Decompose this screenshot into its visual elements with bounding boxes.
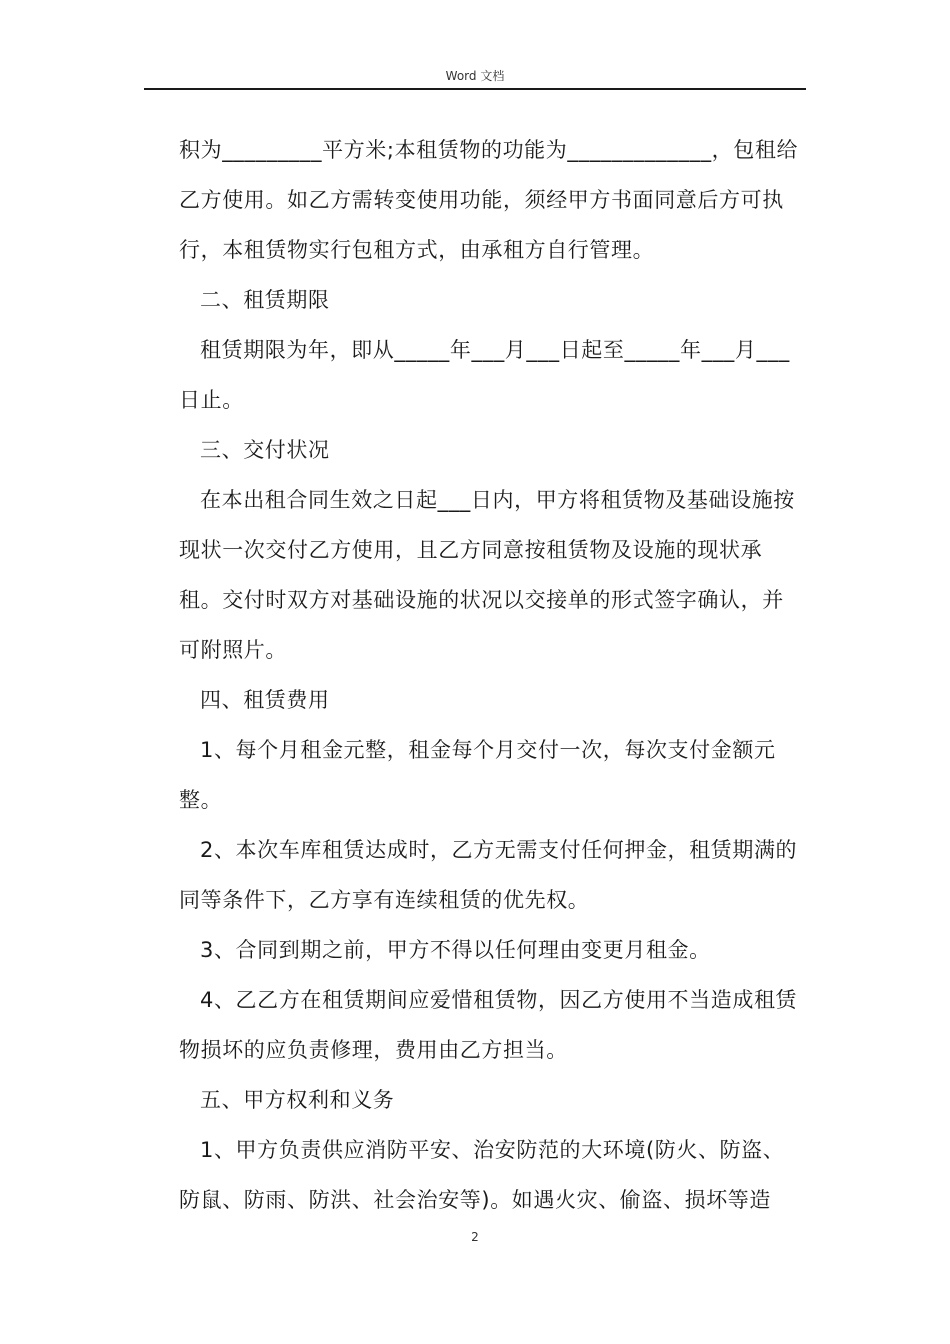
page-header xyxy=(144,64,806,90)
paragraph-fee-1: 1、每个月租金元整，租金每个月交付一次，每次支付金额元整。 xyxy=(179,738,776,812)
page-number: 2 xyxy=(471,1230,479,1244)
paragraph-lease-term: 租赁期限为年，即从_____年___月___日起至_____年___月___日止。 xyxy=(179,338,790,412)
section-heading-fees: 四、租赁费用 xyxy=(200,688,330,712)
paragraph-delivery: 在本出租合同生效之日起___日内，甲方将租赁物及基础设施按现状一次交付乙方使用，且乙方同意按租赁物及设施的现状承租。交付时双方对基础设施的状况以交接单的形式签字确认，并可附照片。 xyxy=(179,488,795,662)
section-heading-delivery: 三、交付状况 xyxy=(200,438,330,462)
section-heading-lease-term: 二、租赁期限 xyxy=(200,288,330,312)
paragraph-continuation: 积为_________平方米;本租赁物的功能为_____________，包租给乙方使用。如乙方需转变使用功能，须经甲方书面同意后方可执行，本租赁物实行包租方式，由承租方自行管理。 xyxy=(179,138,799,262)
paragraph-party-a-1: 1、甲方负责供应消防平安、治安防范的大环境(防火、防盗、防鼠、防雨、防洪、社会治安等)。如遇火灾、偷盗、损坏等造 xyxy=(179,1138,785,1212)
paragraph-fee-4: 4、乙乙方在租赁期间应爱惜租赁物，因乙方使用不当造成租赁物损坏的应负责修理，费用由乙方担当。 xyxy=(179,988,798,1062)
document-body xyxy=(179,125,799,1225)
paragraph-fee-3: 3、合同到期之前，甲方不得以任何理由变更月租金。 xyxy=(200,938,711,962)
header-title: Word 文档 xyxy=(445,69,505,83)
paragraph-fee-2: 2、本次车库租赁达成时，乙方无需支付任何押金，租赁期满的同等条件下，乙方享有连续租赁的优先权。 xyxy=(179,838,798,912)
section-heading-party-a: 五、甲方权利和义务 xyxy=(200,1088,395,1112)
